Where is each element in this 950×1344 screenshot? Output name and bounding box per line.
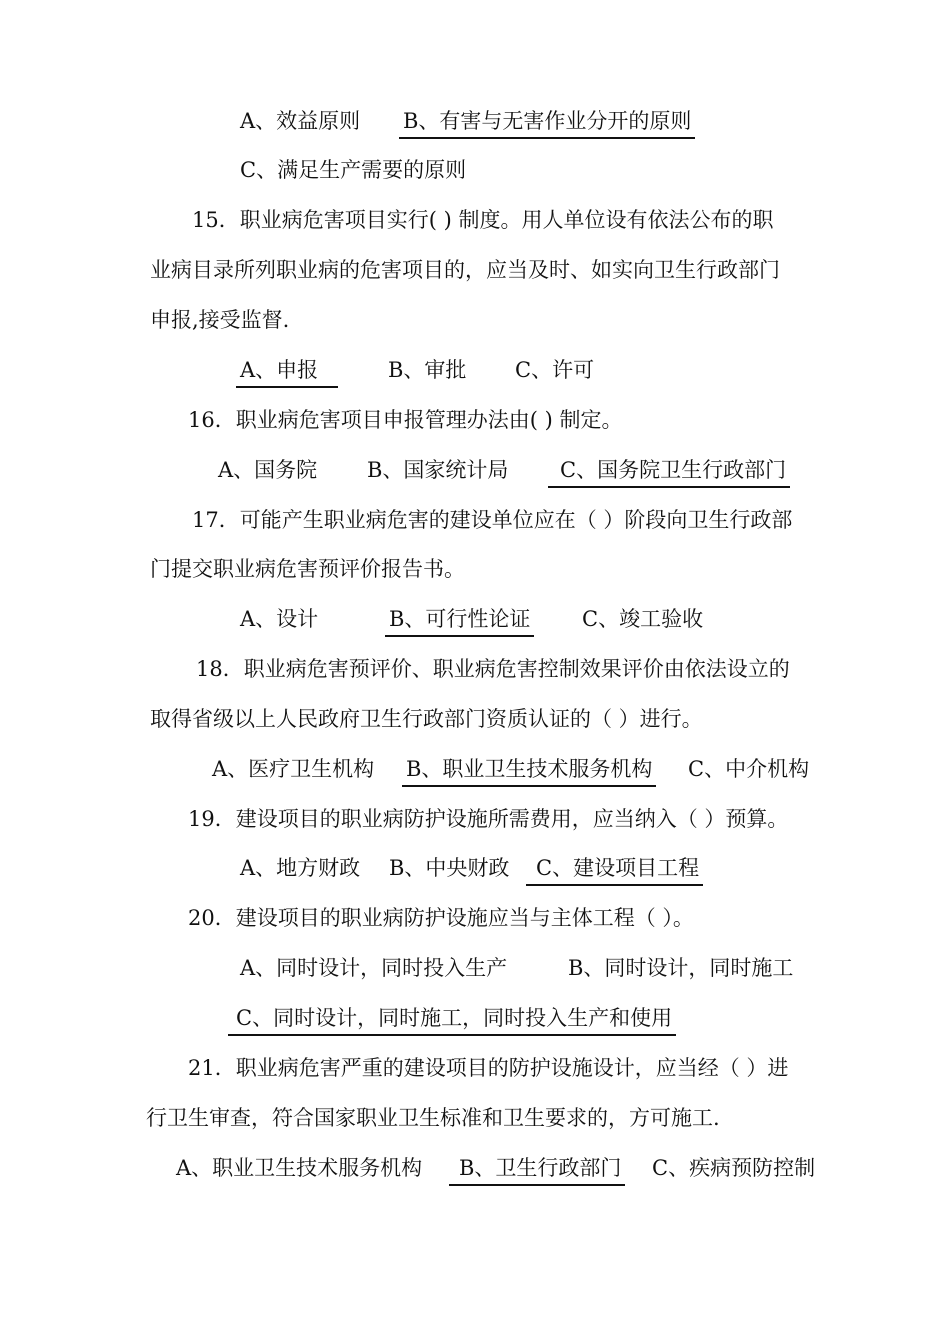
q14-option-a: A、效益原则 [240,109,361,133]
q15-option-a-answer: A、申报 [236,355,338,388]
q19-text-line-1: 19．建设项目的职业病防护设施所需费用，应当纳入（ ）预算。 [188,807,789,831]
q20-option-c-answer: C、同时设计，同时施工，同时投入生产和使用 [228,1003,676,1036]
q21-text-line-1: 21．职业病危害严重的建设项目的防护设施设计，应当经（ ）进 [188,1056,789,1080]
q16-text-line-1: 16．职业病危害项目申报管理办法由( ) 制定。 [188,408,623,432]
q17-option-a: A、设计 [240,607,319,631]
q15-text-line-2: 业病目录所列职业病的危害项目的，应当及时、如实向卫生行政部门 [150,258,780,282]
q18-option-a: A、医疗卫生机构 [212,757,375,781]
q18-option-b-answer: B、职业卫生技术服务机构 [402,754,656,787]
q16-option-b: B、国家统计局 [367,458,509,482]
q18-text-line-2: 取得省级以上人民政府卫生行政部门资质认证的（ ）进行。 [150,707,703,731]
q21-option-c: C、疾病预防控制 [652,1156,816,1180]
q16-option-a: A、国务院 [218,458,318,482]
q21-option-b-answer: B、卫生行政部门 [449,1153,625,1186]
q15-text-line-1: 15．职业病危害项目实行( ) 制度。用人单位设有依法公布的职 [192,208,774,232]
q18-text-line-1: 18．职业病危害预评价、职业病危害控制效果评价由依法设立的 [196,657,790,681]
q17-text-line-2: 门提交职业病危害预评价报告书。 [150,557,465,581]
q20-option-b: B、同时设计，同时施工 [568,956,794,980]
q19-option-a: A、地方财政 [240,856,361,880]
q14-option-b-answer: B、有害与无害作业分开的原则 [399,106,695,139]
q18-option-c: C、中介机构 [688,757,810,781]
q17-option-c: C、竣工验收 [582,607,704,631]
q16-option-c-answer: C、国务院卫生行政部门 [548,455,790,488]
q19-option-c-answer: C、建设项目工程 [526,853,703,886]
q17-text-line-1: 17．可能产生职业病危害的建设单位应在（ ）阶段向卫生行政部 [192,508,793,532]
q17-option-b-answer: B、可行性论证 [385,604,534,637]
q21-text-line-2: 行卫生审查，符合国家职业卫生标准和卫生要求的，方可施工. [146,1106,720,1130]
q19-option-b: B、中央财政 [389,856,510,880]
q20-option-a: A、同时设计，同时投入生产 [240,956,508,980]
q20-text-line-1: 20．建设项目的职业病防护设施应当与主体工程（ ）。 [188,906,694,930]
q21-option-a: A、职业卫生技术服务机构 [176,1156,423,1180]
q14-option-c: C、满足生产需要的原则 [240,158,467,182]
q15-option-c: C、许可 [515,358,595,382]
q15-text-line-3: 申报,接受监督. [150,308,290,332]
q15-option-b: B、审批 [388,358,467,382]
